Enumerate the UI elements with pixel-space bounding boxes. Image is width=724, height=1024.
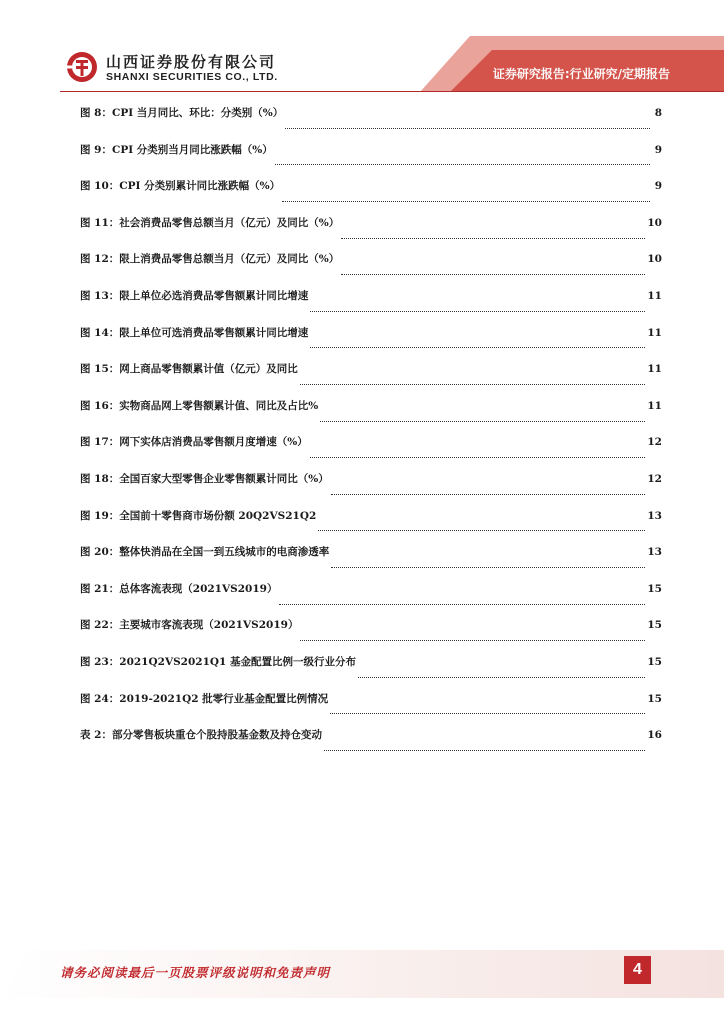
toc-entry[interactable] [80, 725, 662, 762]
toc-dot-leader [285, 116, 650, 129]
toc-dot-leader [300, 372, 646, 385]
page-number: 4 [624, 956, 651, 984]
toc-entry-label: 图 16：实物商品网上零售额累计值、同比及占比% [80, 399, 319, 412]
toc-entry-label: 图 10：CPI 分类别累计同比涨跌幅（%） [80, 180, 281, 193]
toc-entry-label: 图 18：全国百家大型零售企业零售额累计同比（%） [80, 472, 329, 485]
toc-dot-leader [279, 592, 645, 605]
report-type-tag: 证券研究报告:行业研究/定期报告 [492, 67, 670, 81]
toc-entry-page: 15 [647, 655, 662, 668]
toc-entry[interactable] [80, 103, 662, 140]
toc-dot-leader [318, 518, 645, 531]
toc-entry[interactable] [80, 579, 662, 616]
toc-entry-label: 图 19：全国前十零售商市场份额 20Q2VS21Q2 [80, 509, 317, 522]
toc-entry-page: 8 [654, 107, 662, 119]
toc-entry-label: 图 13：限上单位必选消费品零售额累计同比增速 [80, 289, 309, 302]
toc-entry-label: 表 2：部分零售板块重仓个股持股基金数及持仓变动 [80, 729, 322, 742]
toc-entry[interactable] [80, 359, 662, 396]
toc-entry[interactable] [80, 249, 662, 286]
toc-entry-label: 图 21：总体客流表现（2021VS2019） [80, 582, 278, 595]
toc-entry-page: 11 [647, 363, 662, 376]
toc-entry-page: 11 [647, 399, 662, 412]
toc-dot-leader [331, 555, 645, 568]
toc-entry-page: 13 [647, 509, 662, 522]
page-header [0, 0, 724, 92]
toc-dot-leader [331, 482, 646, 495]
figure-table-of-contents [80, 103, 662, 762]
toc-entry[interactable] [80, 652, 662, 689]
toc-entry-page: 12 [647, 436, 662, 449]
toc-entry-label: 图 23：2021Q2VS2021Q1 基金配置比例一级行业分布 [80, 655, 357, 668]
toc-entry-page: 15 [647, 582, 662, 595]
toc-entry-page: 11 [647, 289, 662, 302]
toc-entry-label: 图 11：社会消费品零售总额当月（亿元）及同比（%） [80, 216, 340, 229]
toc-entry[interactable] [80, 506, 662, 543]
toc-entry-page: 16 [647, 729, 662, 742]
toc-entry[interactable] [80, 542, 662, 579]
toc-entry-page: 10 [647, 253, 662, 266]
toc-entry-page: 15 [647, 692, 662, 705]
toc-entry[interactable] [80, 689, 662, 726]
toc-entry[interactable] [80, 176, 662, 213]
toc-entry-page: 10 [647, 216, 662, 229]
toc-entry-label: 图 8：CPI 当月同比、环比：分类别（%） [80, 107, 284, 119]
company-name-cn: 山西证券股份有限公司 [106, 53, 277, 71]
toc-entry-page: 9 [654, 143, 662, 156]
toc-entry[interactable] [80, 469, 662, 506]
toc-entry[interactable] [80, 615, 662, 652]
toc-dot-leader [282, 189, 650, 202]
toc-entry-page: 9 [654, 180, 662, 193]
toc-entry-label: 图 17：网下实体店消费品零售额月度增速（%） [80, 436, 308, 449]
toc-entry-label: 图 24：2019-2021Q2 批零行业基金配置比例情况 [80, 692, 329, 705]
toc-dot-leader [341, 226, 645, 239]
toc-entry-page: 12 [647, 472, 662, 485]
toc-entry[interactable] [80, 140, 662, 177]
toc-entry[interactable] [80, 432, 662, 469]
toc-dot-leader [310, 299, 645, 312]
toc-entry-label: 图 12：限上消费品零售总额当月（亿元）及同比（%） [80, 253, 340, 266]
toc-entry-label: 图 15：网上商品零售额累计值（亿元）及同比 [80, 363, 298, 376]
toc-dot-leader [341, 262, 645, 275]
toc-dot-leader [320, 409, 645, 422]
toc-entry[interactable] [80, 286, 662, 323]
toc-entry-page: 13 [647, 546, 662, 559]
disclaimer-note: 请务必阅读最后一页股票评级说明和免责声明 [60, 965, 331, 980]
toc-entry[interactable] [80, 396, 662, 433]
toc-dot-leader [324, 738, 645, 751]
toc-dot-leader [275, 152, 650, 165]
company-name-en: SHANXI SECURITIES CO., LTD. [106, 71, 278, 83]
toc-entry-page: 11 [647, 326, 662, 339]
shanxi-securities-logo-icon [66, 51, 98, 83]
toc-entry-label: 图 14：限上单位可选消费品零售额累计同比增速 [80, 326, 309, 339]
toc-entry-page: 15 [647, 619, 662, 632]
toc-dot-leader [300, 628, 645, 641]
toc-entry-label: 图 22：主要城市客流表现（2021VS2019） [80, 619, 299, 632]
toc-entry[interactable] [80, 323, 662, 360]
toc-dot-leader [310, 445, 646, 458]
toc-entry-label: 图 9：CPI 分类别当月同比涨跌幅（%） [80, 143, 273, 156]
toc-entry-label: 图 20：整体快消品在全国一到五线城市的电商渗透率 [80, 546, 330, 559]
header-divider [60, 91, 724, 92]
toc-dot-leader [358, 665, 645, 678]
toc-entry[interactable] [80, 213, 662, 250]
toc-dot-leader [330, 701, 645, 714]
toc-dot-leader [310, 335, 645, 348]
